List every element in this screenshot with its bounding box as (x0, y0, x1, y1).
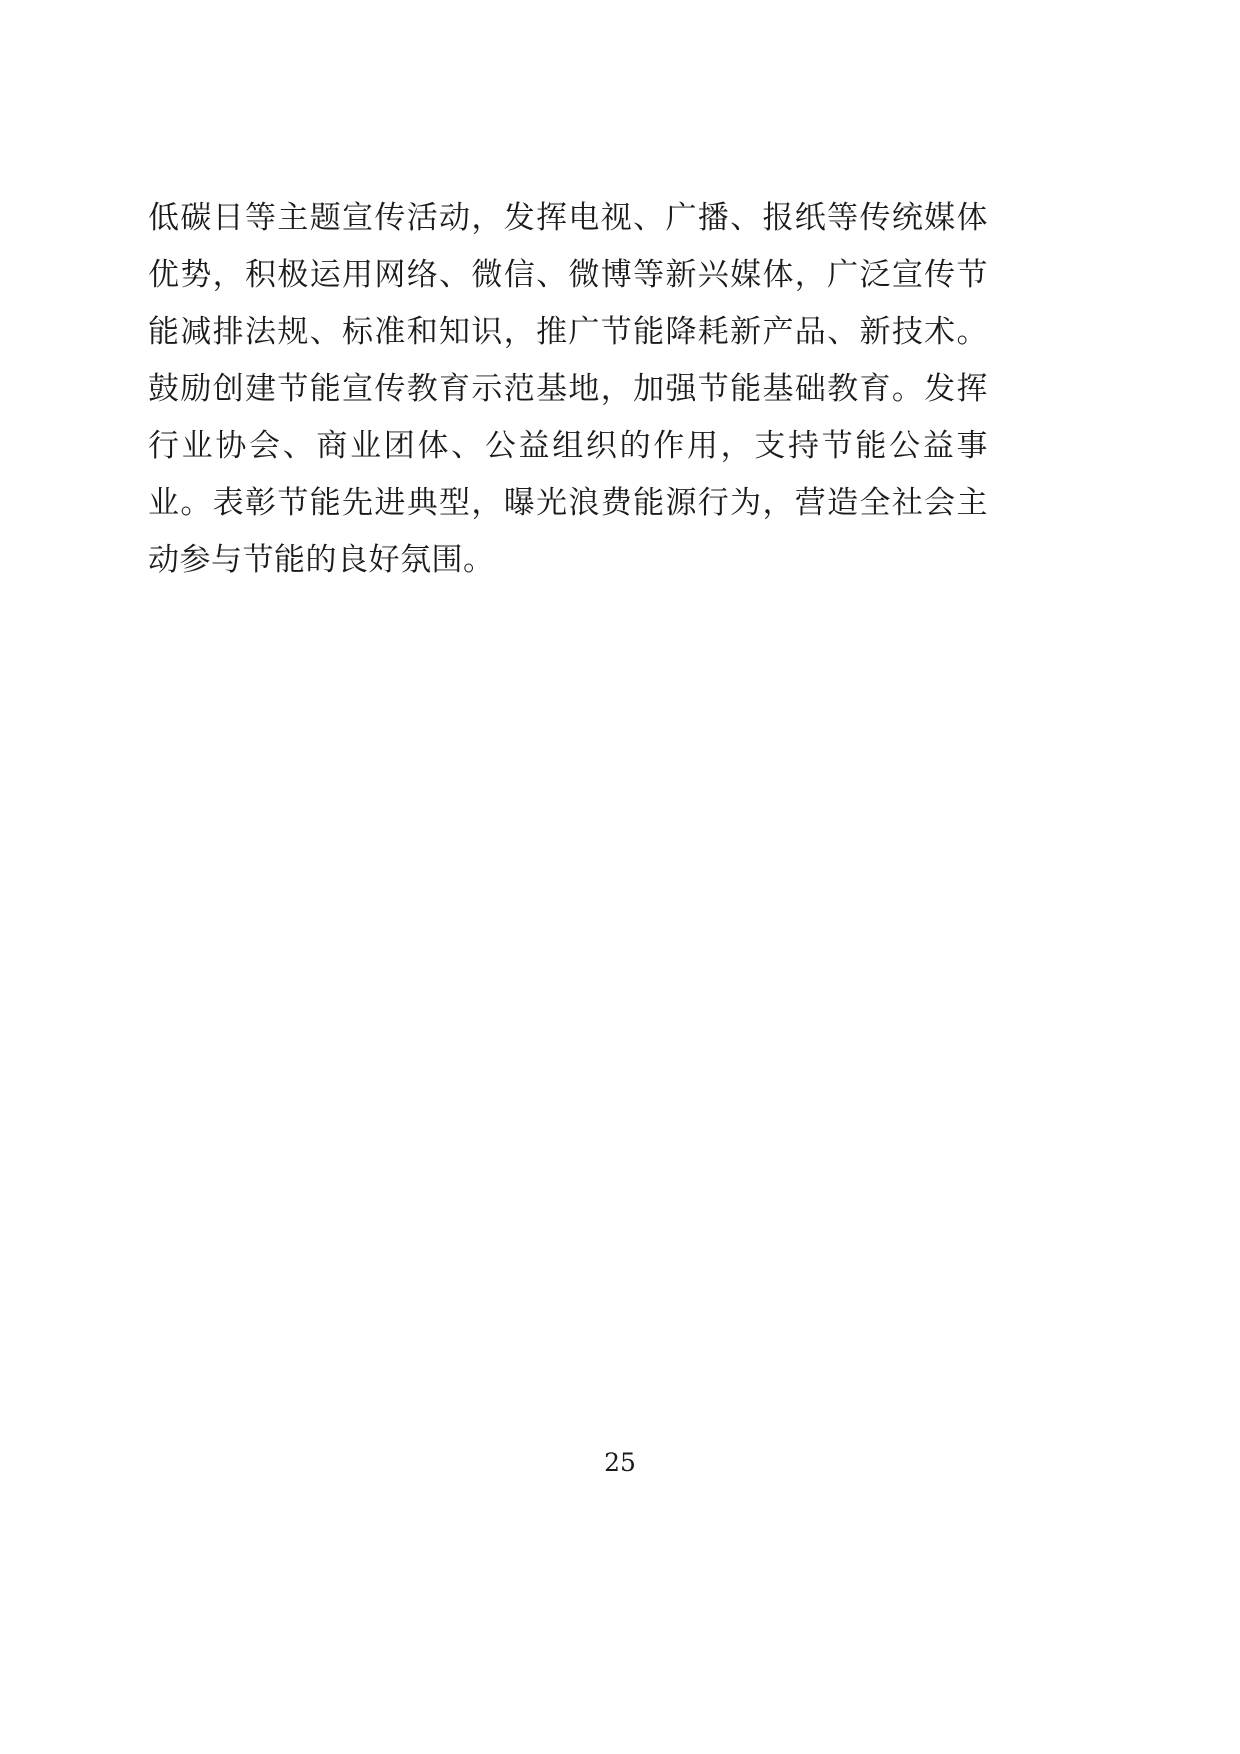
page-number: 25 (604, 1448, 636, 1477)
body-paragraph: 低碳日等主题宣传活动，发挥电视、广播、报纸等传统媒体优势，积极运用网络、微信、微博等新兴媒体，广泛宣传节能减排法规、标准和知识，推广节能降耗新产品、新技术。鼓励创建节能宣传教育示范基地，加强节能基础教育。发挥行业协会、商业团体、公益组织的作用，支持节能公益事业。表彰节能先进典型，曝光浪费能源行为，营造全社会主动参与节能的良好氛围。 (148, 200, 988, 578)
page-content (148, 190, 988, 589)
